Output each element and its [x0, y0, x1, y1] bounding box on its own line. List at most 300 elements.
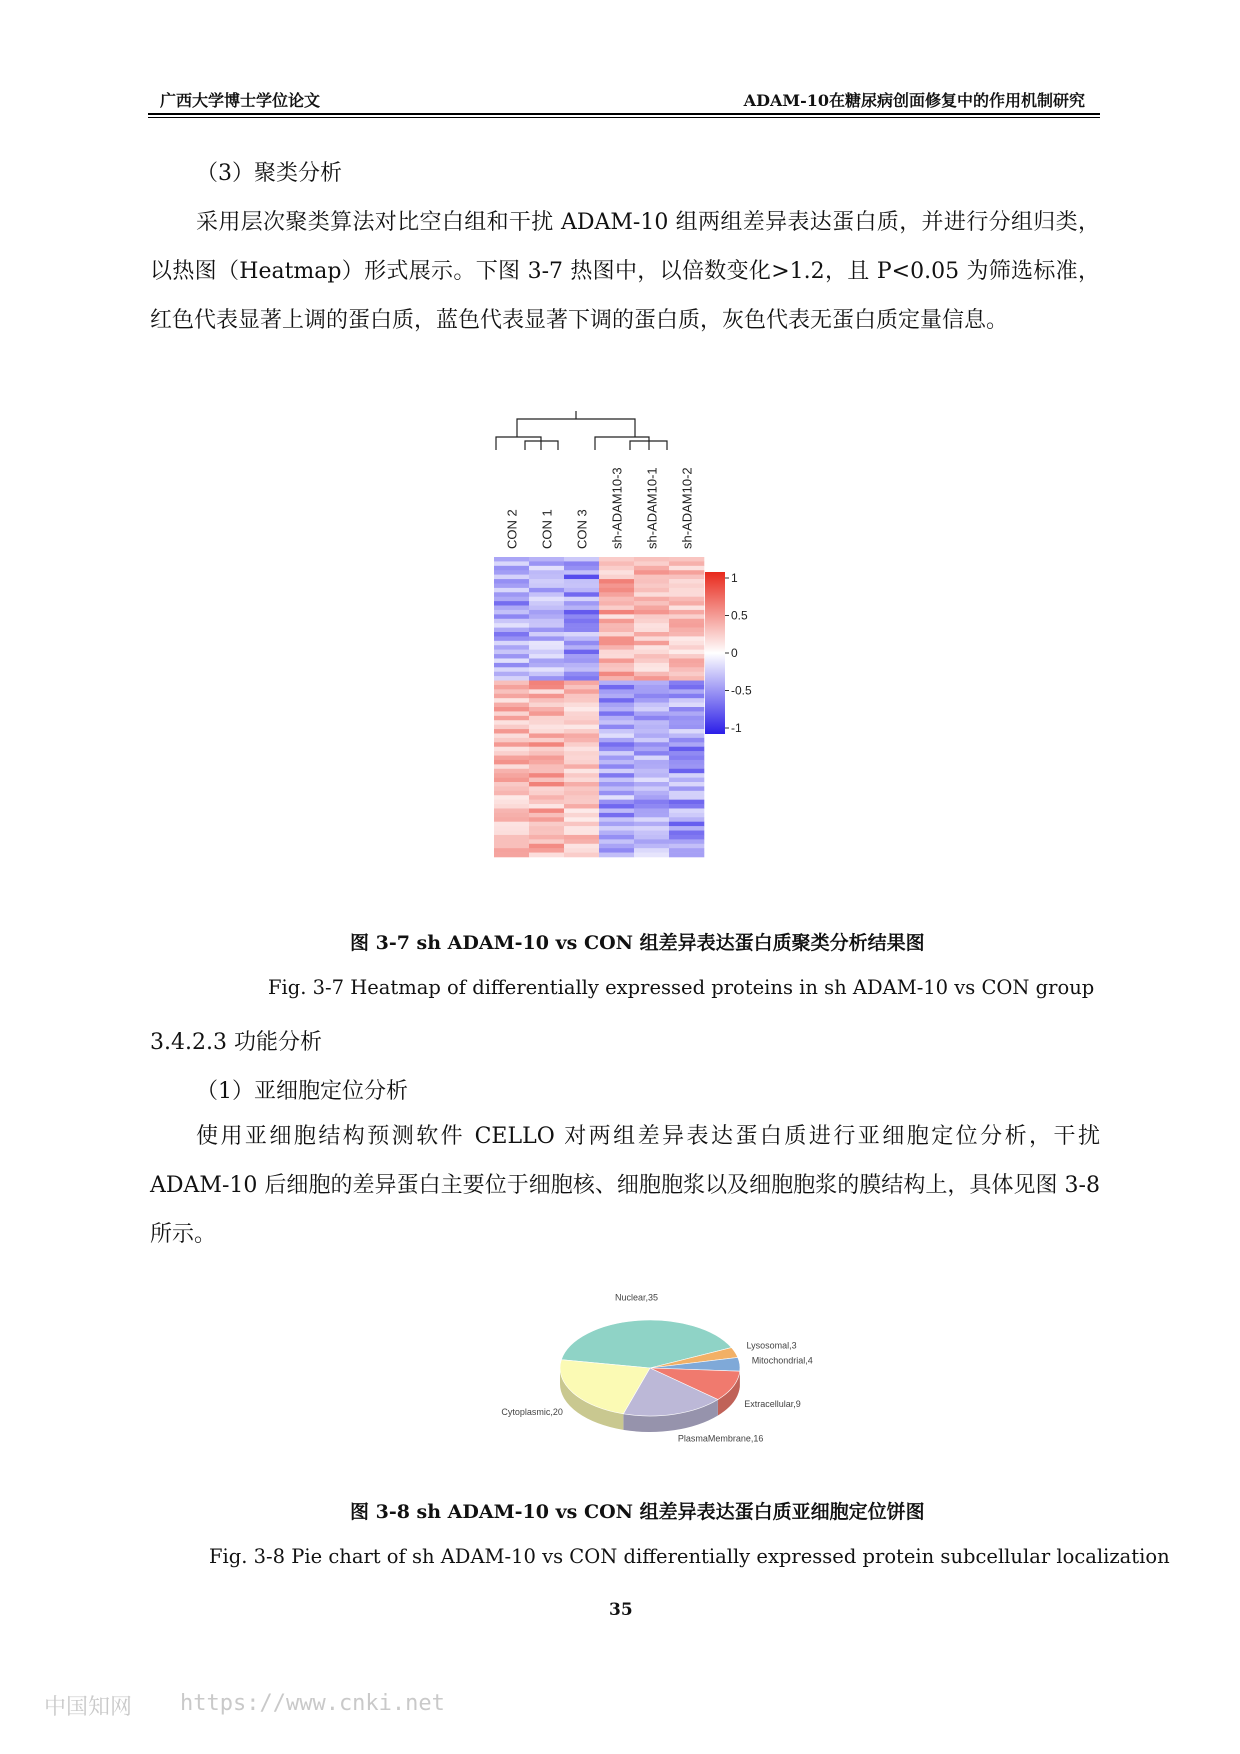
heatmap-cell: [634, 658, 669, 663]
heatmap-cell: [669, 628, 704, 633]
heatmap-cell: [669, 808, 704, 813]
subsection-heading-localization: （1）亚细胞定位分析: [196, 1079, 408, 1104]
dendrogram: [496, 411, 667, 450]
pie-slices: [560, 1320, 740, 1416]
heatmap-cell: [494, 658, 529, 663]
heatmap-cell: [529, 747, 564, 752]
heatmap-cell: [564, 769, 599, 774]
heatmap-cell: [599, 610, 634, 615]
heatmap-cell: [529, 778, 564, 783]
heatmap-cell: [564, 645, 599, 650]
heatmap-cell: [634, 689, 669, 694]
heatmap-cell: [599, 782, 634, 787]
heatmap-cell: [494, 786, 529, 791]
heatmap-cell: [494, 583, 529, 588]
heatmap-cell: [634, 764, 669, 769]
heatmap-cell: [529, 663, 564, 668]
heatmap-cell: [599, 742, 634, 747]
heatmap-cell: [634, 557, 669, 562]
heatmap-cell: [599, 760, 634, 765]
heatmap-cell: [599, 764, 634, 769]
pie-label-extracellular: Extracellular,9: [744, 1398, 801, 1409]
paragraph-function: 使用亚细胞结构预测软件 CELLO 对两组差异表达蛋白质进行亚细胞定位分析，干扰 ADAM-10 后细胞的差异蛋白主要位于细胞核、细胞胞浆以及细胞胞浆的膜结构上，具体见图 3-8 所示。: [150, 1124, 1100, 1247]
heatmap-cell: [634, 592, 669, 597]
heatmap-cell: [494, 694, 529, 699]
heatmap-cell: [634, 676, 669, 681]
heatmap-cell: [564, 654, 599, 659]
heatmap-cell: [669, 773, 704, 778]
heatmap-cell: [494, 592, 529, 597]
heatmap-cell: [634, 742, 669, 747]
heatmap-cell: [599, 557, 634, 562]
heatmap-cell: [564, 606, 599, 611]
heatmap-cell: [494, 791, 529, 796]
header-rule: [148, 113, 1100, 115]
heatmap-cell: [564, 619, 599, 624]
heatmap-column-label: CON 2: [504, 509, 520, 549]
heatmap-cell: [634, 817, 669, 822]
heatmap-cell: [564, 636, 599, 641]
heatmap-cell: [669, 575, 704, 580]
heatmap-cell: [564, 570, 599, 575]
heatmap-column-labels: [505, 467, 695, 549]
heatmap-cell: [634, 636, 669, 641]
heatmap-cell: [599, 641, 634, 646]
heatmap-cell: [564, 804, 599, 809]
heatmap-cell: [599, 791, 634, 796]
heatmap-cell: [564, 848, 599, 853]
heatmap-cell: [599, 606, 634, 611]
heatmap-cell: [564, 795, 599, 800]
heatmap-cell: [494, 636, 529, 641]
heatmap-cell: [529, 773, 564, 778]
heatmap-cell: [599, 844, 634, 849]
heatmap-cell: [669, 698, 704, 703]
heatmap-cell: [634, 628, 669, 633]
heatmap-cell: [564, 623, 599, 628]
heatmap-cell: [599, 654, 634, 659]
heatmap-cell: [634, 729, 669, 734]
heatmap-cell: [564, 738, 599, 743]
heatmap-cell: [529, 614, 564, 619]
heatmap-cell: [669, 685, 704, 690]
heatmap-cell: [564, 844, 599, 849]
heatmap-cell: [529, 561, 564, 566]
heatmap-cell: [669, 747, 704, 752]
heatmap-cell: [529, 698, 564, 703]
heatmap-cell: [634, 747, 669, 752]
pie-label-nuclear: Nuclear,35: [615, 1292, 659, 1303]
heatmap-cell: [669, 601, 704, 606]
heatmap-cell: [529, 566, 564, 571]
heatmap-cell: [529, 725, 564, 730]
heatmap-cell: [599, 672, 634, 677]
heatmap-cell: [599, 729, 634, 734]
heatmap-cell: [494, 742, 529, 747]
heatmap-cell: [634, 826, 669, 831]
heatmap-cell: [669, 839, 704, 844]
heatmap-cell: [669, 566, 704, 571]
heatmap-cell: [669, 813, 704, 818]
heatmap-cell: [494, 826, 529, 831]
heatmap-cell: [634, 570, 669, 575]
heatmap-cell: [564, 650, 599, 655]
heatmap-cell: [494, 667, 529, 672]
heatmap-cell: [564, 791, 599, 796]
heatmap-cell: [529, 786, 564, 791]
heatmap-cell: [494, 588, 529, 593]
heatmap-cell: [529, 685, 564, 690]
heatmap-cell: [669, 623, 704, 628]
heatmap-cell: [529, 672, 564, 677]
heatmap-cell: [494, 817, 529, 822]
heatmap-cell: [669, 588, 704, 593]
heatmap-cell: [634, 597, 669, 602]
heatmap-cell: [529, 610, 564, 615]
heatmap-cell: [494, 729, 529, 734]
heatmap-cell: [669, 570, 704, 575]
heatmap-cell: [529, 650, 564, 655]
heatmap-cell: [599, 619, 634, 624]
heatmap-cell: [494, 672, 529, 677]
heatmap-cell: [494, 835, 529, 840]
heatmap-cell: [669, 826, 704, 831]
heatmap-cell: [529, 826, 564, 831]
pie-label-plasmamembrane: PlasmaMembrane,16: [677, 1433, 764, 1444]
heatmap-cell: [634, 786, 669, 791]
heatmap-cell: [564, 822, 599, 827]
heatmap-cell: [599, 707, 634, 712]
heatmap-cell: [599, 786, 634, 791]
heatmap-cell: [669, 579, 704, 584]
heatmap-cell: [599, 645, 634, 650]
heatmap-cell: [529, 667, 564, 672]
heatmap-cell: [529, 689, 564, 694]
heatmap-column-label: CON 3: [574, 509, 590, 549]
heatmap-cell: [564, 760, 599, 765]
heatmap-cell: [669, 769, 704, 774]
heatmap-cell: [599, 839, 634, 844]
pie-label-cytoplasmic: Cytoplasmic,20: [501, 1407, 563, 1418]
heatmap-cell: [494, 610, 529, 615]
heatmap-cell: [494, 725, 529, 730]
heatmap-cell: [669, 663, 704, 668]
heatmap-cell: [669, 658, 704, 663]
heatmap-cell: [669, 654, 704, 659]
heatmap-cell: [494, 782, 529, 787]
heatmap-cell: [599, 716, 634, 721]
heatmap-cell: [494, 844, 529, 849]
heatmap-cell: [634, 606, 669, 611]
heatmap-cell: [494, 808, 529, 813]
heatmap-cell: [494, 663, 529, 668]
heatmap-cell: [599, 853, 634, 858]
heatmap-cell: [634, 610, 669, 615]
section-heading-function: 3.4.2.3 功能分析: [150, 1030, 322, 1055]
heatmap-cell: [564, 579, 599, 584]
section-heading-cluster: （3）聚类分析: [196, 161, 342, 186]
heatmap-cell: [564, 588, 599, 593]
heatmap-cell: [599, 698, 634, 703]
heatmap-cell: [669, 853, 704, 858]
heatmap-cell: [599, 694, 634, 699]
heatmap-cell: [669, 848, 704, 853]
heatmap-cell: [564, 672, 599, 677]
heatmap-cell: [634, 654, 669, 659]
heatmap-cell: [564, 614, 599, 619]
heatmap-cell: [599, 614, 634, 619]
heatmap-column-label: sh-ADAM10-2: [679, 467, 695, 549]
heatmap-cell: [529, 751, 564, 756]
heatmap-cell: [564, 813, 599, 818]
heatmap-cell: [599, 685, 634, 690]
heatmap-cell: [669, 667, 704, 672]
heatmap-cell: [564, 751, 599, 756]
heatmap-cell: [529, 628, 564, 633]
heatmap-cell: [529, 733, 564, 738]
heatmap-cell: [599, 663, 634, 668]
header-right: ADAM-10在糖尿病创面修复中的作用机制研究: [743, 91, 1085, 110]
heatmap-cell: [494, 756, 529, 761]
heatmap-cell: [529, 711, 564, 716]
heatmap-cell: [669, 676, 704, 681]
heatmap-cell: [494, 645, 529, 650]
heatmap-cell: [669, 844, 704, 849]
heatmap-cell: [599, 826, 634, 831]
heatmap-cell: [599, 650, 634, 655]
heatmap-cell: [669, 791, 704, 796]
heatmap-cell: [599, 676, 634, 681]
heatmap-cell: [669, 831, 704, 836]
heatmap-cell: [599, 566, 634, 571]
heatmap-cell: [564, 632, 599, 637]
heatmap-cell: [634, 663, 669, 668]
heatmap-cell: [599, 738, 634, 743]
heatmap-cell: [564, 685, 599, 690]
heatmap-cell: [669, 561, 704, 566]
heatmap-cell: [564, 800, 599, 805]
heatmap-cell: [599, 597, 634, 602]
heatmap-cell: [599, 804, 634, 809]
heatmap-cell: [564, 689, 599, 694]
heatmap-cell: [494, 747, 529, 752]
heatmap-cell: [669, 650, 704, 655]
heatmap-cell: [669, 738, 704, 743]
heatmap-cell: [634, 694, 669, 699]
heatmap-cell: [564, 782, 599, 787]
heatmap-cell: [634, 601, 669, 606]
heatmap-cell: [669, 817, 704, 822]
heatmap-cell: [494, 606, 529, 611]
heatmap-cell: [669, 725, 704, 730]
heatmap-cell: [494, 650, 529, 655]
heatmap-cell: [494, 614, 529, 619]
heatmap-cell: [564, 698, 599, 703]
heatmap-cell: [634, 738, 669, 743]
heatmap-cell: [529, 597, 564, 602]
heatmap-cell: [564, 592, 599, 597]
heatmap-cell: [669, 720, 704, 725]
heatmap-cell: [599, 711, 634, 716]
heatmap-cell: [494, 707, 529, 712]
heatmap-cell: [634, 791, 669, 796]
heatmap-cell: [634, 645, 669, 650]
heatmap-cell: [599, 588, 634, 593]
heatmap-cell: [529, 835, 564, 840]
colorbar-tick-label: -1: [731, 721, 742, 735]
heatmap-cell: [634, 853, 669, 858]
heatmap-cell: [494, 632, 529, 637]
heatmap-cell: [494, 769, 529, 774]
heatmap-cell: [634, 681, 669, 686]
heatmap-cell: [669, 636, 704, 641]
heatmap-cell: [564, 835, 599, 840]
heatmap-cell: [669, 614, 704, 619]
heatmap-cell: [599, 795, 634, 800]
heatmap-cell: [494, 676, 529, 681]
heatmap-cell: [529, 822, 564, 827]
heatmap-cell: [564, 808, 599, 813]
heatmap-cell: [564, 778, 599, 783]
pie-label-lysosomal: Lysosomal,3: [746, 1340, 797, 1351]
heatmap-cell: [494, 822, 529, 827]
heatmap-cell: [669, 729, 704, 734]
heatmap-cell: [564, 561, 599, 566]
heatmap-cell: [529, 707, 564, 712]
heatmap-cell: [564, 703, 599, 708]
heatmap-cell: [529, 848, 564, 853]
heatmap-cell: [494, 839, 529, 844]
heatmap-cell: [529, 601, 564, 606]
heatmap-cell: [564, 747, 599, 752]
heatmap-cell: [669, 835, 704, 840]
heatmap-cell: [599, 835, 634, 840]
heatmap-cell: [529, 729, 564, 734]
heatmap-cell: [599, 623, 634, 628]
heatmap-cell: [634, 667, 669, 672]
heatmap-cell: [529, 720, 564, 725]
heatmap-cell: [564, 694, 599, 699]
heatmap-cell: [599, 667, 634, 672]
heatmap-cell: [669, 681, 704, 686]
heatmap-cell: [634, 835, 669, 840]
heatmap-cell: [494, 681, 529, 686]
heatmap-cell: [669, 703, 704, 708]
heatmap-cell: [564, 658, 599, 663]
heatmap-cell: [564, 575, 599, 580]
heatmap-cell: [564, 773, 599, 778]
heatmap-cell: [669, 557, 704, 562]
figure-3-7-caption-cn: 图 3-7 sh ADAM-10 vs CON 组差异表达蛋白质聚类分析结果图: [350, 932, 925, 954]
heatmap-cell: [529, 619, 564, 624]
heatmap-cell: [564, 716, 599, 721]
heatmap-cell: [564, 839, 599, 844]
heatmap-cell: [599, 808, 634, 813]
heatmap-cell: [529, 681, 564, 686]
heatmap-cell: [529, 676, 564, 681]
paragraph-cluster: 采用层次聚类算法对比空白组和干扰 ADAM-10 组两组差异表达蛋白质，并进行分组归类，以热图（Heatmap）形式展示。下图 3-7 热图中，以倍数变化>1.2，且 P<0.05 为筛选标准，红色代表显著上调的蛋白质，蓝色代表显著下调的蛋白质，灰色代表无蛋白质定量信息。: [150, 210, 1100, 333]
heatmap-cells: [494, 557, 704, 857]
figure-3-7-caption-en: Fig. 3-7 Heatmap of differentially expressed proteins in sh ADAM-10 vs CON group: [268, 976, 1095, 999]
colorbar-tick-label: 0: [731, 646, 738, 660]
heatmap-cell: [599, 778, 634, 783]
heatmap-cell: [669, 689, 704, 694]
heatmap-cell: [634, 800, 669, 805]
heatmap-cell: [634, 839, 669, 844]
heatmap-cell: [494, 760, 529, 765]
heatmap-cell: [494, 561, 529, 566]
heatmap-cell: [494, 628, 529, 633]
heatmap-cell: [494, 773, 529, 778]
heatmap-cell: [634, 773, 669, 778]
heatmap-cell: [634, 804, 669, 809]
heatmap-cell: [599, 561, 634, 566]
heatmap-cell: [634, 703, 669, 708]
heatmap-cell: [599, 822, 634, 827]
heatmap-cell: [634, 632, 669, 637]
heatmap-cell: [494, 566, 529, 571]
heatmap-cell: [494, 619, 529, 624]
heatmap-cell: [529, 703, 564, 708]
heatmap-cell: [529, 557, 564, 562]
heatmap-cell: [529, 636, 564, 641]
heatmap-cell: [669, 756, 704, 761]
heatmap-cell: [669, 632, 704, 637]
colorbar-tick-label: 0.5: [731, 608, 748, 623]
heatmap-cell: [529, 592, 564, 597]
heatmap-cell: [669, 804, 704, 809]
heatmap-cell: [529, 808, 564, 813]
heatmap-cell: [529, 694, 564, 699]
heatmap-cell: [494, 601, 529, 606]
heatmap-cell: [529, 831, 564, 836]
heatmap-cell: [599, 756, 634, 761]
heatmap-cell: [529, 756, 564, 761]
heatmap-cell: [599, 592, 634, 597]
heatmap-cell: [634, 844, 669, 849]
heatmap-cell: [634, 751, 669, 756]
heatmap-cell: [669, 672, 704, 677]
heatmap-cell: [529, 800, 564, 805]
heatmap-cell: [529, 588, 564, 593]
heatmap-cell: [634, 778, 669, 783]
heatmap-cell: [634, 650, 669, 655]
heatmap-cell: [494, 557, 529, 562]
heatmap-cell: [529, 658, 564, 663]
heatmap-cell: [564, 725, 599, 730]
heatmap-cell: [494, 579, 529, 584]
heatmap-cell: [669, 751, 704, 756]
heatmap-cell: [494, 733, 529, 738]
heatmap-cell: [529, 738, 564, 743]
heatmap-cell: [634, 760, 669, 765]
heatmap-cell: [564, 831, 599, 836]
heatmap-cell: [564, 756, 599, 761]
heatmap-cell: [669, 822, 704, 827]
heatmap-cell: [564, 681, 599, 686]
heatmap-cell: [529, 760, 564, 765]
watermark-cn: 中国知网: [44, 1695, 133, 1720]
heatmap-cell: [599, 720, 634, 725]
heatmap-figure: [480, 405, 780, 900]
heatmap-cell: [599, 813, 634, 818]
heatmap-cell: [564, 628, 599, 633]
heatmap-cell: [564, 566, 599, 571]
colorbar-tick-label: -0.5: [731, 683, 752, 698]
heatmap-cell: [669, 733, 704, 738]
heatmap-column-label: CON 1: [539, 509, 555, 549]
heatmap-cell: [669, 610, 704, 615]
